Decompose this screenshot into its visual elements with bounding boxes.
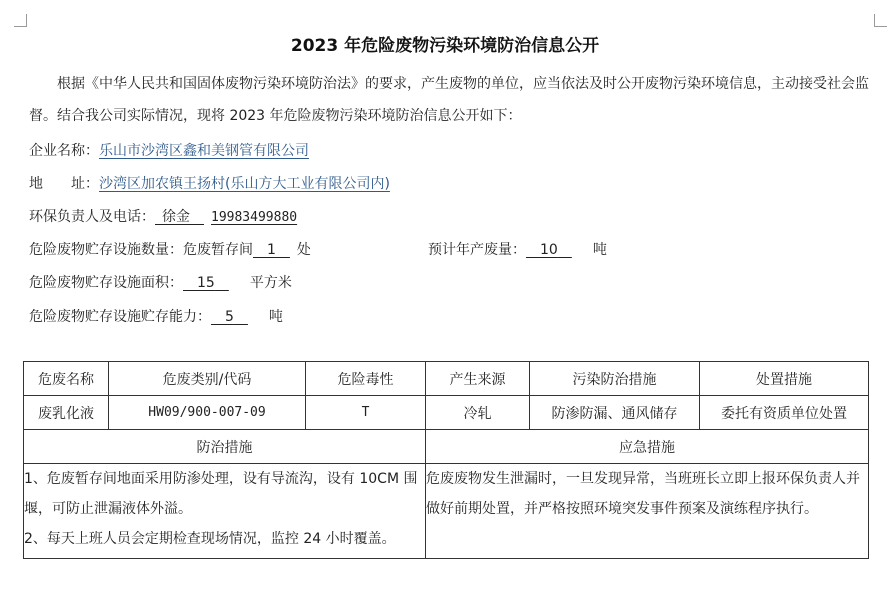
crop-mark-top-left (14, 14, 27, 27)
contact-row (29, 207, 297, 228)
section-header-row (24, 430, 869, 464)
cell-waste-name: 废乳化液 (24, 396, 109, 430)
section-emergency-measures: 应急措施 (426, 430, 869, 464)
crop-mark-top-right (874, 14, 887, 27)
cell-waste-category: HW09/900-007-09 (109, 396, 306, 430)
document-title: 2023 年危险废物污染环境防治信息公开 (290, 36, 600, 56)
company-name: 乐山市沙湾区鑫和美钢管有限公司 (99, 143, 309, 159)
storage-count-unit: 处 (296, 242, 311, 258)
emergency-measures-text: 危废废物发生泄漏时，一旦发现异常，当班班长立即上报环保负责人并做好前期处置，并严格按照环境突发事件预案及演练程序执行。 (426, 464, 869, 559)
capacity-label: 危险废物贮存设施贮存能力： (29, 309, 211, 325)
table-header-row (24, 362, 869, 396)
prevention-measures-text (24, 464, 426, 559)
section-prevention-measures: 防治措施 (24, 430, 426, 464)
area-unit: 平方米 (249, 275, 292, 291)
header-waste-category: 危废类别/代码 (109, 362, 306, 396)
contact-label: 环保负责人及电话： (29, 209, 155, 225)
contact-phone: 19983499880 (211, 210, 298, 225)
contact-name: 徐金 (162, 209, 190, 225)
cell-prevention: 防渗防漏、通风储存 (530, 396, 700, 430)
cell-toxicity: T (306, 396, 426, 430)
measure-item-2: 2、每天上班人员会定期检查现场情况，监控 24 小时覆盖。 (24, 531, 396, 547)
table-row (24, 396, 869, 430)
annual-value: 10 (540, 242, 558, 258)
area-row (29, 273, 292, 293)
area-label: 危险废物贮存设施面积： (29, 275, 183, 291)
header-prevention: 污染防治措施 (530, 362, 700, 396)
measure-item-1: 1、危废暂存间地面采用防渗处理，设有导流沟，设有 10CM 围堰，可防止泄漏液体外溢。 (24, 471, 418, 517)
capacity-unit: 吨 (268, 309, 283, 325)
intro-paragraph: 根据《中华人民共和国固体废物污染环境防治法》的要求，产生废物的单位，应当依法及时公开废物污染环境信息，主动接受社会监督。结合我公司实际情况，现将 2023 年危险废物污染环境防治信息公开如下： (29, 76, 869, 124)
header-toxicity: 危险毒性 (306, 362, 426, 396)
header-disposal: 处置措施 (700, 362, 869, 396)
address-row (29, 174, 390, 194)
annual-label: 预计年产废量： (428, 242, 526, 258)
storage-count-row (29, 240, 311, 260)
header-source: 产生来源 (426, 362, 530, 396)
storage-count-value: 1 (267, 242, 276, 258)
cell-source: 冷轧 (426, 396, 530, 430)
hazardous-waste-table (23, 361, 869, 559)
storage-count-label: 危险废物贮存设施数量：危废暂存间 (29, 242, 253, 258)
header-waste-name: 危废名称 (24, 362, 109, 396)
annual-row (428, 240, 607, 260)
company-label: 企业名称： (29, 143, 99, 159)
address-label: 地 址： (29, 176, 99, 192)
measures-row (24, 464, 869, 559)
annual-unit: 吨 (592, 242, 607, 258)
address-value: 沙湾区加农镇王扬村(乐山方大工业有限公司内) (99, 176, 390, 192)
company-row (29, 141, 309, 161)
area-value: 15 (197, 275, 215, 291)
capacity-row (29, 307, 283, 327)
capacity-value: 5 (225, 309, 234, 325)
cell-disposal: 委托有资质单位处置 (700, 396, 869, 430)
